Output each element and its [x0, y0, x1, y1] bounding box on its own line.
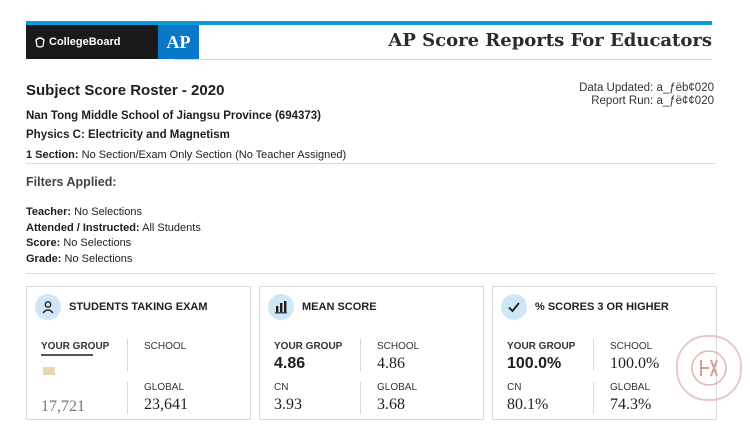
school-label: SCHOOL: [610, 341, 653, 352]
school-label: SCHOOL: [144, 341, 187, 352]
card-title: STUDENTS TAKING EXAM: [69, 301, 208, 313]
cn-value: 80.1%: [507, 396, 549, 413]
bar-chart-icon: [268, 294, 294, 320]
your-group-value: 4.86: [274, 355, 306, 372]
cn-value: 17,721: [41, 398, 85, 415]
school-seal-watermark: [676, 335, 742, 401]
acorn-icon: [35, 36, 45, 48]
collegeboard-wordmark: [35, 36, 121, 48]
cn-label: CN: [507, 382, 522, 393]
your-group-label: YOUR GROUP: [507, 341, 576, 352]
collegeboard-logo[interactable]: [26, 25, 191, 59]
your-group-stat: [507, 341, 575, 373]
school-value: 100.0%: [610, 355, 660, 372]
global-stat: [610, 382, 651, 414]
global-value: 23,641: [144, 396, 188, 413]
global-value: 74.3%: [610, 396, 652, 413]
your-group-stat: [41, 341, 109, 352]
mean-score-card: [259, 286, 484, 420]
roster-title: Subject Score Roster - 2020: [26, 82, 225, 99]
your-group-value: 100.0%: [507, 355, 562, 372]
divider: [593, 339, 594, 371]
divider: [360, 382, 361, 414]
your-group-label: YOUR GROUP: [41, 341, 110, 352]
global-label: GLOBAL: [610, 382, 651, 393]
divider: [127, 339, 128, 371]
header-divider: [174, 59, 712, 60]
person-icon: [35, 294, 61, 320]
global-stat: [144, 382, 188, 414]
global-stat: [377, 382, 417, 414]
card-title: MEAN SCORE: [302, 301, 377, 313]
ap-logo: AP: [158, 25, 199, 59]
divider: [26, 273, 716, 274]
global-label: GLOBAL: [377, 382, 418, 393]
section-value: No Section/Exam Only Section (No Teacher Assigned): [81, 149, 347, 161]
check-icon: [501, 294, 527, 320]
redaction-mark: [43, 367, 55, 375]
report-dates: [579, 82, 714, 108]
filter-teacher: Teacher: No Selections: [26, 206, 142, 218]
school-stat: [377, 341, 419, 373]
redaction-mark: [41, 354, 93, 356]
report-run-label: Report Run:: [591, 95, 654, 107]
section-info: [26, 149, 346, 161]
global-value: 3.68: [377, 396, 405, 413]
your-group-stat: [274, 341, 342, 373]
data-updated-label: Data Updated:: [579, 82, 654, 94]
school-label: SCHOOL: [377, 341, 420, 352]
school-name: Nan Tong Middle School of Jiangsu Province (694373): [26, 110, 322, 122]
filter-score: Score: No Selections: [26, 237, 132, 249]
cn-label: CN: [274, 382, 289, 393]
brand-text: CollegeBoard: [49, 36, 121, 48]
card-header: [35, 294, 208, 320]
card-title: % SCORES 3 OR HIGHER: [535, 301, 669, 313]
filters-heading: Filters Applied:: [26, 175, 117, 189]
section-label: 1 Section:: [26, 149, 79, 161]
school-stat: [610, 341, 659, 373]
page-title: AP Score Reports For Educators: [388, 30, 712, 51]
divider: [360, 339, 361, 371]
filter-grade: Grade: No Selections: [26, 252, 133, 265]
cn-stat: [274, 382, 302, 414]
divider: [26, 163, 716, 164]
data-updated-value: a_ƒëb¢020: [656, 82, 714, 94]
school-stat: [144, 341, 186, 352]
subject-name: Physics C: Electricity and Magnetism: [26, 129, 230, 141]
card-header: [268, 294, 377, 320]
global-label: GLOBAL: [144, 382, 185, 393]
divider: [127, 382, 128, 414]
school-value: 4.86: [377, 355, 405, 372]
cn-stat: [507, 382, 548, 414]
report-run-value: a_ƒë¢¢020: [656, 95, 714, 107]
divider: [593, 382, 594, 414]
filters-list: [26, 205, 201, 267]
filter-attended: Attended / Instructed: All Students: [26, 221, 201, 234]
your-group-label: YOUR GROUP: [274, 341, 343, 352]
students-taking-exam-card: [26, 286, 251, 420]
cn-value: 3.93: [274, 396, 302, 413]
card-header: [501, 294, 669, 320]
cn-stat: [41, 395, 85, 416]
